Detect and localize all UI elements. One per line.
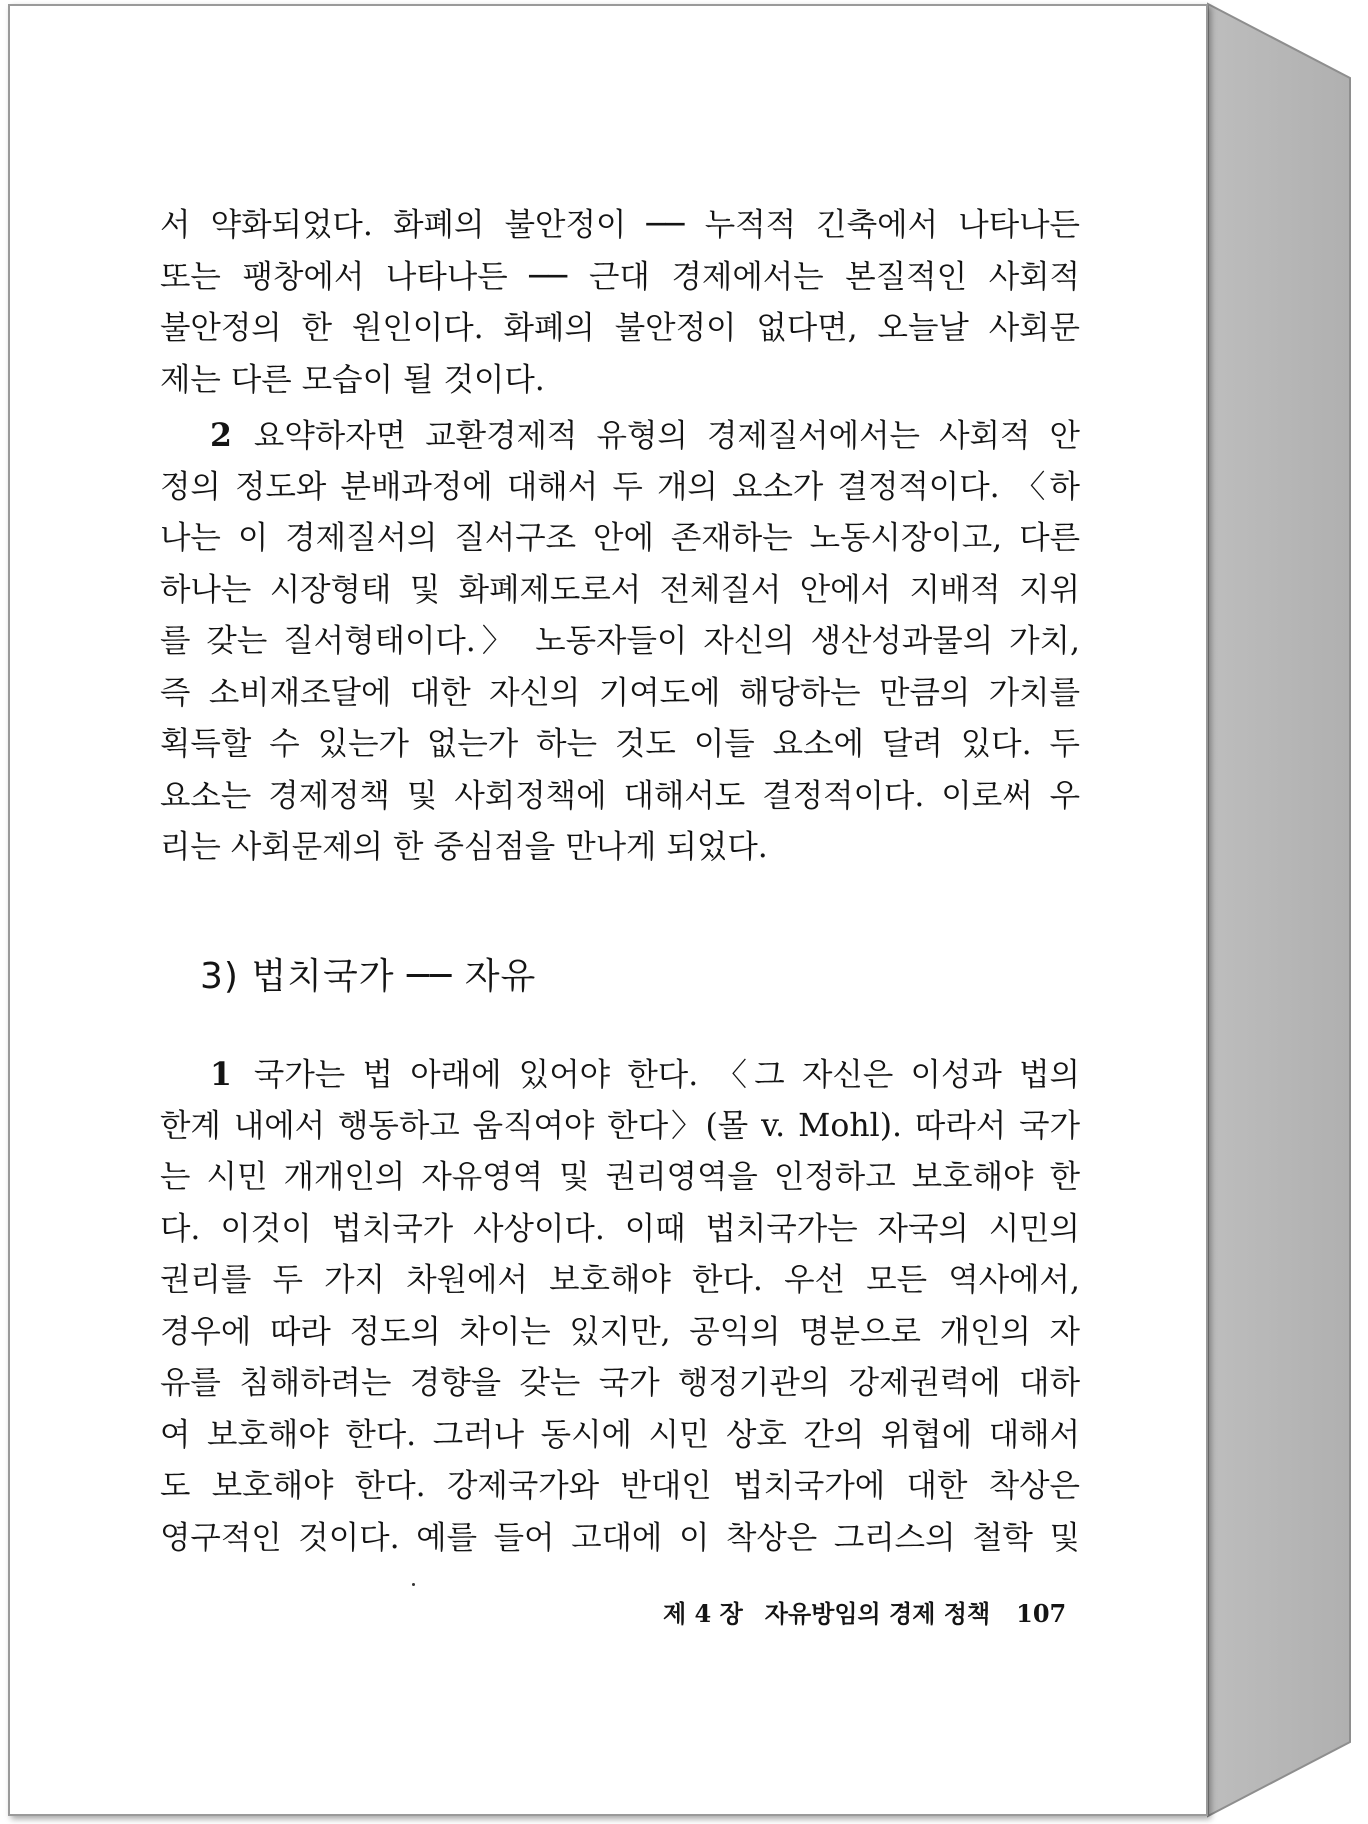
paragraph-number: 1 bbox=[210, 1056, 232, 1093]
text-line bbox=[160, 462, 1080, 514]
scan-speck bbox=[412, 1583, 415, 1586]
running-footer bbox=[663, 1594, 1066, 1629]
text-line-content: 불안정의 한 원인이다. 화폐의 불안정이 없다면, 오늘날 사회문 bbox=[160, 310, 1080, 346]
page-number: 107 bbox=[1016, 1599, 1067, 1628]
text-line bbox=[160, 616, 1080, 668]
paragraph-number: 2 bbox=[210, 417, 232, 454]
text-line-content: 는 시민 개개인의 자유영역 및 권리영역을 인정하고 보호해야 한 bbox=[160, 1159, 1080, 1195]
text-line-content: 나는 이 경제질서의 질서구조 안에 존재하는 노동시장이고, 다른 bbox=[160, 520, 1080, 556]
text-line-content: 서 약화되었다. 화폐의 불안정이 ── 누적적 긴축에서 나타나든 bbox=[160, 207, 1080, 243]
text-line bbox=[160, 1204, 1080, 1256]
paragraph-1-rule-of-law bbox=[160, 1049, 1080, 1564]
text-line-content: 요약하자면 교환경제적 유형의 경제질서에서는 사회적 안 bbox=[253, 418, 1080, 454]
text-line bbox=[160, 1049, 1080, 1101]
section-heading: 3) 법치국가 ── 자유 bbox=[200, 956, 537, 997]
footer-title: 자유방임의 경제 정책 bbox=[764, 1599, 991, 1628]
text-line-content: 다. 이것이 법치국가 사상이다. 이때 법치국가는 자국의 시민의 bbox=[160, 1210, 1080, 1247]
text-line-content: 도 보호해야 한다. 강제국가와 반대인 법치국가에 대한 착상은 bbox=[160, 1468, 1080, 1504]
text-line-content: 리는 사회문제의 한 중심점을 만나게 되었다. bbox=[160, 829, 768, 865]
text-line-content: 여 보호해야 한다. 그러나 동시에 시민 상호 간의 위협에 대해서 bbox=[160, 1416, 1080, 1453]
footer-chapter: 제 4 장 bbox=[663, 1599, 743, 1628]
text-line bbox=[160, 1513, 1080, 1565]
text-line bbox=[160, 771, 1080, 823]
text-line-content: 요소는 경제정책 및 사회정책에 대해서도 결정적이다. 이로써 우 bbox=[160, 777, 1080, 814]
text-line bbox=[160, 565, 1080, 617]
text-line-content: 유를 침해하려는 경향을 갖는 국가 행정기관의 강제권력에 대하 bbox=[160, 1365, 1080, 1401]
text-line bbox=[160, 252, 1080, 304]
text-line-content: 또는 팽창에서 나타나든 ── 근대 경제에서는 본질적인 사회적 bbox=[160, 258, 1080, 295]
text-line bbox=[160, 1410, 1080, 1462]
book-edge-shape bbox=[1208, 4, 1350, 1816]
paragraph-2 bbox=[160, 410, 1080, 874]
text-line-content: 정의 정도와 분배과정에 대해서 두 개의 요소가 결정적이다. 〈하 bbox=[160, 468, 1080, 505]
text-line bbox=[160, 1461, 1080, 1513]
text-line bbox=[160, 200, 1080, 252]
text-line-content: 제는 다른 모습이 될 것이다. bbox=[160, 361, 545, 398]
text-line-content: 경우에 따라 정도의 차이는 있지만, 공익의 명분으로 개인의 자 bbox=[160, 1313, 1080, 1350]
text-line bbox=[160, 668, 1080, 720]
text-line bbox=[160, 355, 1080, 407]
text-line-content: 권리를 두 가지 차원에서 보호해야 한다. 우선 모든 역사에서, bbox=[160, 1262, 1080, 1298]
text-line bbox=[160, 719, 1080, 771]
text-line-content: 영구적인 것이다. 예를 들어 고대에 이 착상은 그리스의 철학 및 bbox=[160, 1519, 1080, 1556]
text-line bbox=[160, 1358, 1080, 1410]
text-line bbox=[160, 822, 1080, 874]
text-line bbox=[160, 1255, 1080, 1307]
text-line-content: 한계 내에서 행동하고 움직여야 한다〉(몰 v. Mohl). 따라서 국가 bbox=[160, 1107, 1080, 1144]
paragraph-continued bbox=[160, 200, 1080, 406]
text-line-content: 국가는 법 아래에 있어야 한다. 〈그 자신은 이성과 법의 bbox=[253, 1057, 1080, 1093]
text-line-content: 를 갖는 질서형태이다.〉 노동자들이 자신의 생산성과물의 가치, bbox=[160, 623, 1080, 659]
text-line bbox=[160, 410, 1080, 462]
text-line-content: 즉 소비재조달에 대한 자신의 기여도에 해당하는 만큼의 가치를 bbox=[160, 674, 1080, 711]
text-line bbox=[160, 1152, 1080, 1204]
text-line bbox=[160, 1307, 1080, 1359]
text-line bbox=[160, 303, 1080, 355]
text-line bbox=[160, 1101, 1080, 1153]
text-line-content: 하나는 시장형태 및 화폐제도로서 전체질서 안에서 지배적 지위 bbox=[160, 571, 1080, 608]
text-line-content: 획득할 수 있는가 없는가 하는 것도 이들 요소에 달려 있다. 두 bbox=[160, 726, 1080, 762]
text-line bbox=[160, 513, 1080, 565]
